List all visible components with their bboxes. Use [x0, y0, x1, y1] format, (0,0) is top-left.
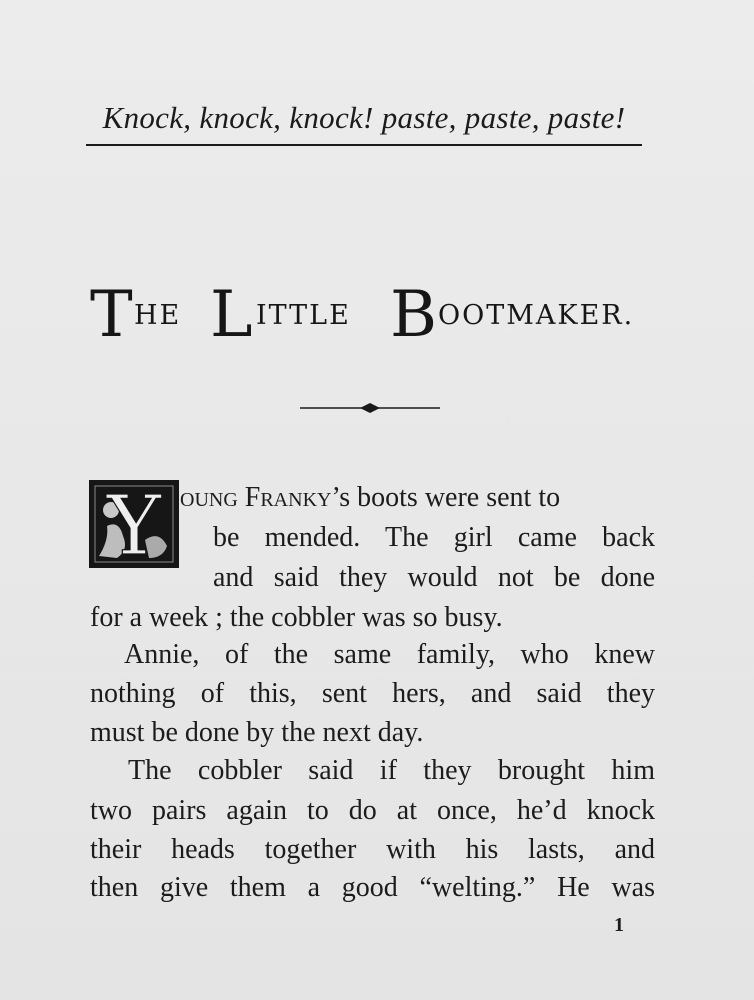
text-line-5: Annie, of the same family, who knew — [124, 639, 655, 670]
text-line-10: their heads together with his lasts, and — [90, 834, 655, 865]
dropcap-letter: Y — [106, 480, 162, 568]
text-line-8: The cobbler said if they brought him — [128, 755, 655, 786]
text-line-11: then give them a good “welting.” He was — [90, 872, 655, 903]
title-word-little: ITTLE — [256, 300, 351, 331]
page-number: 1 — [614, 914, 624, 936]
running-head-rule — [86, 144, 642, 146]
title-initial-t: T — [90, 278, 133, 352]
title-initial-b: B — [390, 278, 438, 352]
text-line-7: must be done by the next day. — [90, 717, 424, 748]
text-line-1 — [180, 484, 560, 512]
title-word-the: HE — [134, 300, 182, 331]
running-head: Knock, knock, knock! paste, paste, paste! — [102, 100, 626, 135]
chapter-title — [90, 278, 660, 358]
ornamental-rule — [300, 398, 440, 418]
text-line-1-rest: ’s boots were sent to — [331, 482, 561, 513]
text-line-3: and said they would not be done — [213, 562, 655, 593]
title-initial-l: L — [210, 278, 253, 352]
chapter-title-lettering — [90, 278, 660, 358]
text-line-6: nothing of this, sent hers, and said they — [90, 678, 655, 709]
dropcap-illustration — [89, 480, 179, 568]
text-line-4: for a week ; the cobbler was so busy. — [90, 602, 503, 633]
text-line-2: be mended. The girl came back — [213, 522, 655, 553]
text-line-1-smallcaps: oung Franky — [180, 482, 332, 513]
title-word-bootmaker: OOTMAKER. — [438, 300, 635, 331]
text-line-9: two pairs again to do at once, he’d knock — [90, 795, 655, 826]
